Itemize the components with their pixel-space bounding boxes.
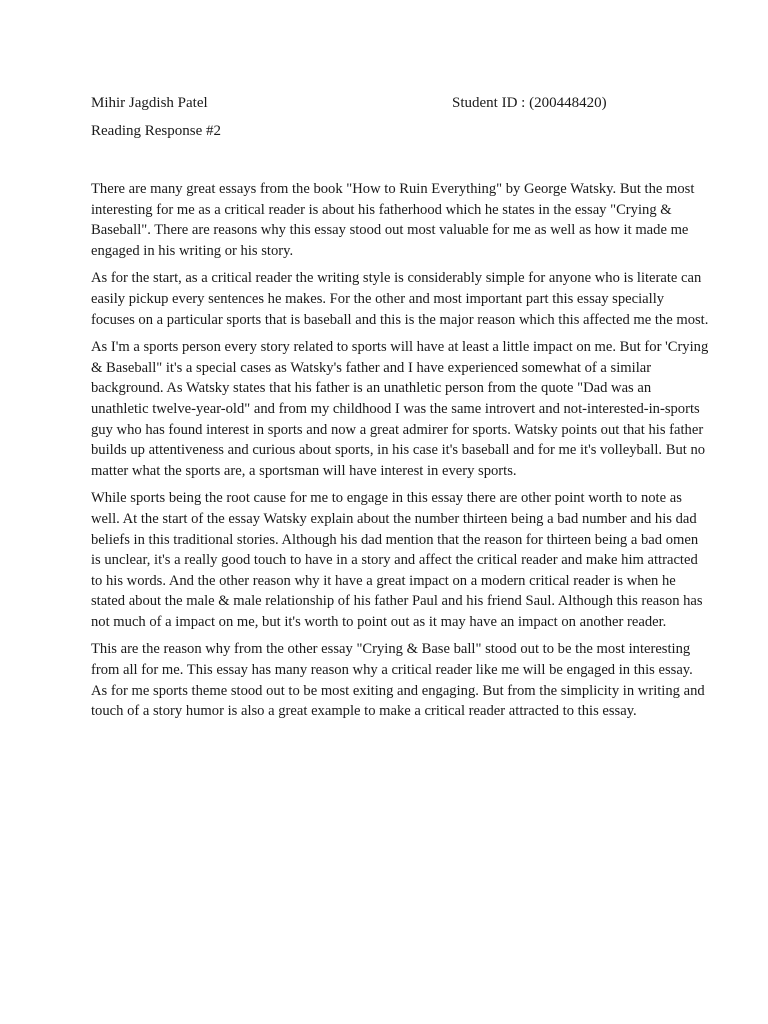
essay-body bbox=[91, 179, 709, 722]
student-id: Student ID : (200448420) bbox=[452, 95, 607, 111]
author-name: Mihir Jagdish Patel bbox=[91, 95, 208, 111]
document-title: Reading Response #2 bbox=[91, 123, 221, 139]
paragraph-4: While sports being the root cause for me to engage in this essay there are other point worth to note as well. At the start of the essay Watsky explain about the number thirteen being a bad number and his dad beliefs in this traditional stories. Although his dad mention that the reason for thirteen being a bad omen is unclear, it's a really good touch to have in a story and affect the critical reader and make him attracted to his words. And the other reason why it have a great impact on a modern critical reader is when he stated about the male & male relationship of his father Paul and his friend Saul. Although this reason has not much of a impact on me, but it's worth to point out as it may have an impact on another reader. bbox=[91, 490, 703, 630]
paragraph-2: As for the start, as a critical reader the writing style is considerably simple for anyone who is literate can easily pickup every sentences he makes. For the other and most important part this essay specially focuses on a particular sports that is baseball and this is the major reason which this affected me the most. bbox=[91, 270, 709, 328]
paragraph-1: There are many great essays from the book "How to Ruin Everything" by George Watsky. But the most interesting for me as a critical reader is about his fatherhood which he states in the essay "Crying & Baseball". There are reasons why this essay stood out most valuable for me as well as how it made me engaged in his writing or his story. bbox=[91, 181, 695, 259]
header-line bbox=[91, 93, 691, 113]
paragraph-3: As I'm a sports person every story related to sports will have at least a little impact on me. But for 'Crying & Baseball" it's a special cases as Watsky's father and I have experienced somewhat of a similar background. As Watsky states that his father is an unathletic person from the quote "Dad was an unathletic twelve-year-old" and from my childhood I was the same introvert and not-interested-in-sports guy who has found interest in sports and now a great admirer for sports. Watsky points out that his father builds up attentiveness and curious about sports, in his case it's baseball and for me it's volleyball. But no matter what the sports are, a sportsman will have interest in every sports. bbox=[91, 339, 709, 479]
paragraph-5: This are the reason why from the other essay "Crying & Base ball" stood out to be the most interesting from all for me. This essay has many reason why a critical reader like me will be engaged in this essay. As for me sports theme stood out to be most exiting and engaging. But from the simplicity in writing and touch of a story humor is also a great example to make a critical reader attracted to this essay. bbox=[91, 641, 705, 720]
